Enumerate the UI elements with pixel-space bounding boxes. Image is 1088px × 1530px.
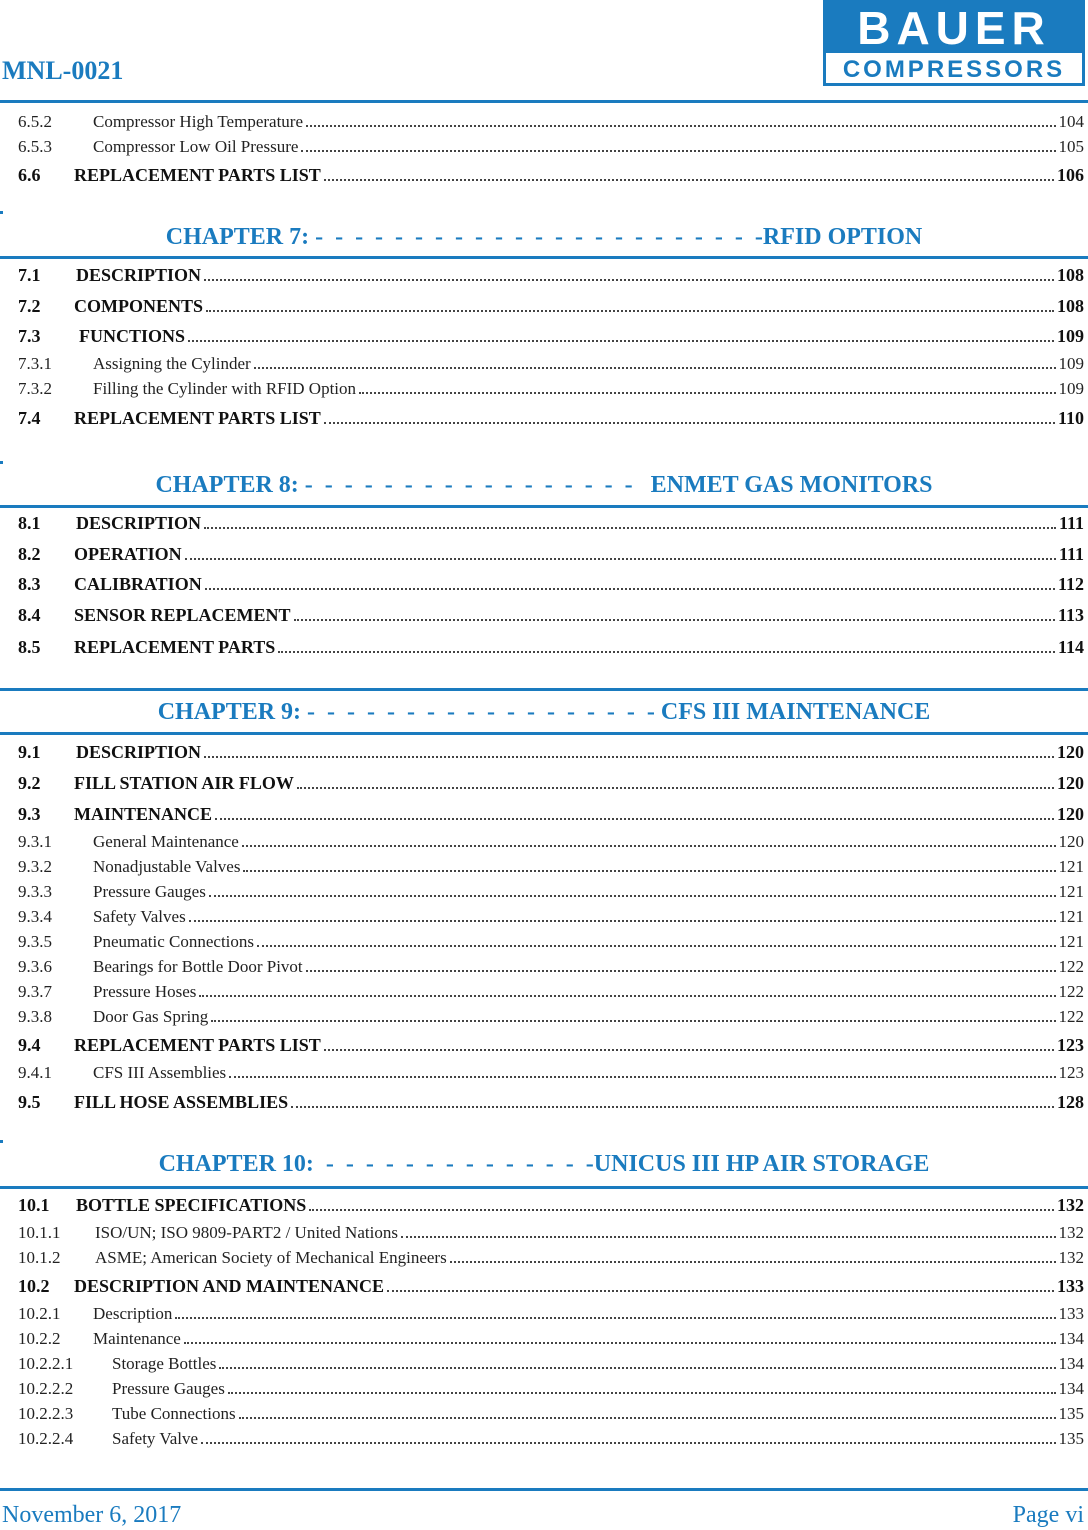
entry-page: 114 — [1057, 637, 1084, 657]
toc-entry[interactable] — [18, 350, 1084, 374]
toc-entry[interactable] — [18, 634, 1084, 658]
leader-dots — [324, 1049, 1054, 1051]
entry-title: BOTTLE SPECIFICATIONS — [76, 1195, 307, 1215]
leader-dots — [209, 895, 1056, 897]
margin-mark — [0, 461, 3, 464]
leader-dots — [324, 422, 1055, 424]
chapter-heading: CHAPTER 9: - - - - - - - - - - - - - - - - - - CFS III MAINTENANCE — [157, 699, 931, 725]
toc-entry[interactable] — [18, 375, 1084, 399]
entry-number: 9.3 — [18, 804, 41, 824]
entry-title: Filling the Cylinder with RFID Option — [93, 379, 357, 398]
toc-entry[interactable] — [18, 1192, 1084, 1216]
entry-title: Bearings for Bottle Door Pivot — [93, 957, 303, 976]
toc-entry[interactable] — [18, 108, 1084, 132]
toc-entry[interactable] — [18, 1219, 1084, 1243]
entry-title: DESCRIPTION AND MAINTENANCE — [74, 1276, 385, 1296]
entry-title: Pressure Hoses — [93, 982, 197, 1001]
entry-page: 132 — [1057, 1195, 1084, 1215]
spacer — [18, 240, 1084, 264]
document-code: MNL-0021 — [2, 56, 124, 85]
entry-number: 6.5.2 — [18, 112, 52, 131]
entry-title: ISO/UN; ISO 9809-PART2 / United Nations — [95, 1223, 398, 1242]
entry-title: Safety Valve — [112, 1429, 199, 1448]
entry-page: 109 — [1057, 326, 1084, 346]
entry-number: 7.2 — [18, 296, 41, 316]
toc-entry[interactable] — [18, 405, 1084, 429]
leader-dots — [205, 588, 1055, 590]
leader-dots — [309, 1209, 1054, 1211]
entry-title: DESCRIPTION — [76, 265, 202, 285]
leader-dots — [175, 1317, 1055, 1319]
entry-page: 106 — [1057, 165, 1084, 185]
entry-title: CFS III Assemblies — [93, 1063, 227, 1082]
leader-dots — [228, 1392, 1056, 1394]
leader-dots — [206, 310, 1054, 312]
entry-number: 9.3.1 — [18, 832, 52, 851]
entry-page: 120 — [1058, 832, 1084, 851]
entry-page: 135 — [1058, 1404, 1084, 1423]
entry-number: 10.1.1 — [18, 1223, 61, 1242]
entry-number: 8.5 — [18, 637, 41, 657]
entry-title: FILL STATION AIR FLOW — [74, 773, 294, 793]
leader-dots — [450, 1261, 1056, 1263]
entry-page: 108 — [1057, 296, 1084, 316]
leader-dots — [294, 619, 1055, 621]
leader-dots — [185, 558, 1056, 560]
toc-entry[interactable] — [18, 541, 1084, 565]
entry-page: 122 — [1058, 982, 1084, 1001]
leader-dots — [401, 1236, 1056, 1238]
entry-page: 110 — [1057, 408, 1084, 428]
chapter-rule — [0, 505, 1088, 508]
toc-entry[interactable] — [18, 1300, 1084, 1324]
entry-number: 10.2.2.1 — [18, 1354, 74, 1373]
entry-title: Storage Bottles — [112, 1354, 217, 1373]
leader-dots — [239, 1417, 1056, 1419]
entry-page: 121 — [1058, 907, 1084, 926]
chapter-heading: CHAPTER 8: - - - - - - - - - - - - - - - - - ENMET GAS MONITORS — [155, 472, 933, 498]
leader-dots — [297, 787, 1054, 789]
leader-dots — [189, 920, 1056, 922]
entry-number: 10.2 — [18, 1276, 50, 1296]
margin-mark — [0, 211, 3, 214]
leader-dots — [306, 125, 1055, 127]
leader-dots — [243, 870, 1055, 872]
entry-title: Nonadjustable Valves — [93, 857, 241, 876]
entry-title: Door Gas Spring — [93, 1007, 209, 1026]
entry-title: REPLACEMENT PARTS LIST — [74, 408, 321, 428]
toc-entry[interactable] — [18, 770, 1084, 794]
entry-page: 111 — [1058, 544, 1084, 564]
entry-number: 9.1 — [18, 742, 41, 762]
entry-page: 120 — [1057, 773, 1084, 793]
entry-number: 10.2.2.2 — [18, 1379, 74, 1398]
toc-entry[interactable] — [18, 510, 1084, 534]
toc-entry[interactable] — [18, 739, 1084, 763]
leader-dots — [359, 392, 1055, 394]
toc-entry[interactable] — [18, 1400, 1084, 1424]
leader-dots — [201, 1442, 1055, 1444]
leader-dots — [184, 1342, 1056, 1344]
entry-title: REPLACEMENT PARTS LIST — [74, 165, 321, 185]
entry-title: DESCRIPTION — [76, 513, 202, 533]
entry-number: 10.1.2 — [18, 1248, 61, 1267]
leader-dots — [204, 279, 1054, 281]
leader-dots — [204, 756, 1054, 758]
entry-title: General Maintenance — [93, 832, 239, 851]
toc-entry[interactable] — [18, 878, 1084, 902]
footer-rule — [0, 1488, 1088, 1491]
bauer-logo — [823, 0, 1085, 86]
entry-number: 7.3.1 — [18, 354, 52, 373]
chapter-rule — [0, 732, 1088, 735]
entry-title: FILL HOSE ASSEMBLIES — [74, 1092, 289, 1112]
entry-title: COMPONENTS — [74, 296, 204, 316]
toc-entry[interactable] — [18, 262, 1084, 286]
entry-page: 121 — [1058, 882, 1084, 901]
footer-page-number: Page vi — [1012, 1502, 1084, 1528]
entry-number: 8.1 — [18, 513, 41, 533]
toc-entry[interactable] — [18, 828, 1084, 852]
entry-title: CALIBRATION — [74, 574, 202, 594]
entry-number: 9.3.4 — [18, 907, 52, 926]
entry-page: 108 — [1057, 265, 1084, 285]
leader-dots — [324, 179, 1054, 181]
entry-page: 123 — [1058, 1063, 1084, 1082]
entry-number: 10.2.2.4 — [18, 1429, 74, 1448]
leader-dots — [215, 818, 1054, 820]
leader-dots — [204, 527, 1056, 529]
margin-mark — [0, 1140, 3, 1143]
footer-date: November 6, 2017 — [2, 1502, 182, 1528]
toc-entry[interactable] — [18, 1059, 1084, 1083]
chapter-heading: CHAPTER 10: - - - - - - - - - - - - - -UNICUS III HP AIR STORAGE — [158, 1151, 930, 1177]
entry-page: 105 — [1058, 137, 1084, 156]
entry-page: 128 — [1057, 1092, 1084, 1112]
entry-title: Tube Connections — [112, 1404, 236, 1423]
toc-entry[interactable] — [18, 801, 1084, 825]
entry-number: 9.3.5 — [18, 932, 52, 951]
entry-number: 9.3.6 — [18, 957, 52, 976]
entry-page: 133 — [1058, 1304, 1084, 1323]
entry-page: 109 — [1058, 354, 1084, 373]
entry-number: 6.6 — [18, 165, 41, 185]
entry-page: 134 — [1058, 1329, 1084, 1348]
toc-entry[interactable] — [18, 928, 1084, 952]
entry-page: 123 — [1057, 1035, 1084, 1055]
toc-entry[interactable] — [18, 1273, 1084, 1297]
leader-dots — [306, 970, 1056, 972]
entry-number: 9.2 — [18, 773, 41, 793]
entry-number: 9.4 — [18, 1035, 41, 1055]
toc-entry[interactable] — [18, 1325, 1084, 1349]
entry-title: Assigning the Cylinder — [93, 354, 251, 373]
entry-number: 9.4.1 — [18, 1063, 52, 1082]
chapter-heading: CHAPTER 7: - - - - - - - - - - - - - - - - - - - - - - -RFID OPTION — [165, 224, 923, 250]
toc-entry[interactable] — [18, 323, 1084, 347]
entry-page: 132 — [1058, 1248, 1084, 1267]
entry-number: 10.2.2 — [18, 1329, 61, 1348]
entry-page: 121 — [1058, 932, 1084, 951]
toc-entry[interactable] — [18, 133, 1084, 157]
entry-page: 122 — [1058, 957, 1084, 976]
header-rule — [0, 100, 1088, 103]
leader-dots — [211, 1020, 1055, 1022]
toc-entry[interactable] — [18, 1375, 1084, 1399]
toc-entry[interactable] — [18, 162, 1084, 186]
entry-page: 135 — [1058, 1429, 1084, 1448]
entry-number: 8.4 — [18, 605, 41, 625]
entry-number: 9.5 — [18, 1092, 41, 1112]
toc-entry[interactable] — [18, 1003, 1084, 1027]
entry-number: 10.2.1 — [18, 1304, 61, 1323]
entry-page: 120 — [1057, 742, 1084, 762]
entry-title: REPLACEMENT PARTS LIST — [74, 1035, 321, 1055]
toc-entry[interactable] — [18, 293, 1084, 317]
entry-title: ASME; American Society of Mechanical Engineers — [95, 1248, 447, 1267]
toc-entry[interactable] — [18, 1425, 1084, 1449]
entry-title: Pressure Gauges — [93, 882, 206, 901]
entry-number: 7.1 — [18, 265, 41, 285]
entry-number: 7.4 — [18, 408, 41, 428]
logo-brand: BAUER — [826, 3, 1082, 53]
leader-dots — [242, 845, 1056, 847]
toc-entry[interactable] — [18, 953, 1084, 977]
entry-title: FUNCTIONS — [79, 326, 186, 346]
leader-dots — [387, 1290, 1054, 1292]
logo-subtitle: COMPRESSORS — [842, 56, 1066, 83]
section-rule — [0, 688, 1088, 691]
toc-entry[interactable] — [18, 1244, 1084, 1268]
entry-page: 133 — [1057, 1276, 1084, 1296]
entry-number: 9.3.8 — [18, 1007, 52, 1026]
entry-number: 8.3 — [18, 574, 41, 594]
entry-title: Maintenance — [93, 1329, 181, 1348]
toc-entry[interactable] — [18, 1032, 1084, 1056]
leader-dots — [229, 1076, 1055, 1078]
entry-page: 132 — [1058, 1223, 1084, 1242]
entry-number: 10.2.2.3 — [18, 1404, 74, 1423]
entry-page: 134 — [1058, 1354, 1084, 1373]
entry-number: 8.2 — [18, 544, 41, 564]
leader-dots — [257, 945, 1055, 947]
toc-entry[interactable] — [18, 1089, 1084, 1113]
entry-page: 134 — [1058, 1379, 1084, 1398]
leader-dots — [301, 150, 1055, 152]
entry-number: 9.3.3 — [18, 882, 52, 901]
toc-entry[interactable] — [18, 903, 1084, 927]
entry-page: 121 — [1058, 857, 1084, 876]
entry-title: SENSOR REPLACEMENT — [74, 605, 291, 625]
leader-dots — [254, 367, 1056, 369]
entry-page: 112 — [1057, 574, 1084, 594]
leader-dots — [188, 340, 1054, 342]
entry-number: 7.3 — [18, 326, 41, 346]
chapter-rule — [0, 1186, 1088, 1189]
entry-page: 122 — [1058, 1007, 1084, 1026]
entry-title: DESCRIPTION — [76, 742, 202, 762]
entry-number: 7.3.2 — [18, 379, 52, 398]
toc-entry[interactable] — [18, 978, 1084, 1002]
entry-number: 6.5.3 — [18, 137, 52, 156]
entry-title: Description — [93, 1304, 173, 1323]
entry-page: 120 — [1057, 804, 1084, 824]
toc-entry[interactable] — [18, 571, 1084, 595]
entry-title: MAINTENANCE — [74, 804, 213, 824]
entry-page: 109 — [1058, 379, 1084, 398]
entry-number: 9.3.2 — [18, 857, 52, 876]
entry-title: Safety Valves — [93, 907, 186, 926]
toc-entry[interactable] — [18, 853, 1084, 877]
leader-dots — [219, 1367, 1055, 1369]
leader-dots — [199, 995, 1055, 997]
entry-title: Pressure Gauges — [112, 1379, 225, 1398]
leader-dots — [278, 651, 1055, 653]
entry-title: Pneumatic Connections — [93, 932, 255, 951]
entry-page: 113 — [1057, 605, 1084, 625]
entry-title: Compressor Low Oil Pressure — [93, 137, 299, 156]
toc-entry[interactable] — [18, 1350, 1084, 1374]
entry-number: 10.1 — [18, 1195, 50, 1215]
entry-title: OPERATION — [74, 544, 182, 564]
entry-title: REPLACEMENT PARTS — [74, 637, 276, 657]
entry-title: Compressor High Temperature — [93, 112, 304, 131]
entry-page: 111 — [1058, 513, 1084, 533]
leader-dots — [291, 1106, 1054, 1108]
entry-page: 104 — [1058, 112, 1084, 131]
toc-entry[interactable] — [18, 602, 1084, 626]
entry-number: 9.3.7 — [18, 982, 52, 1001]
